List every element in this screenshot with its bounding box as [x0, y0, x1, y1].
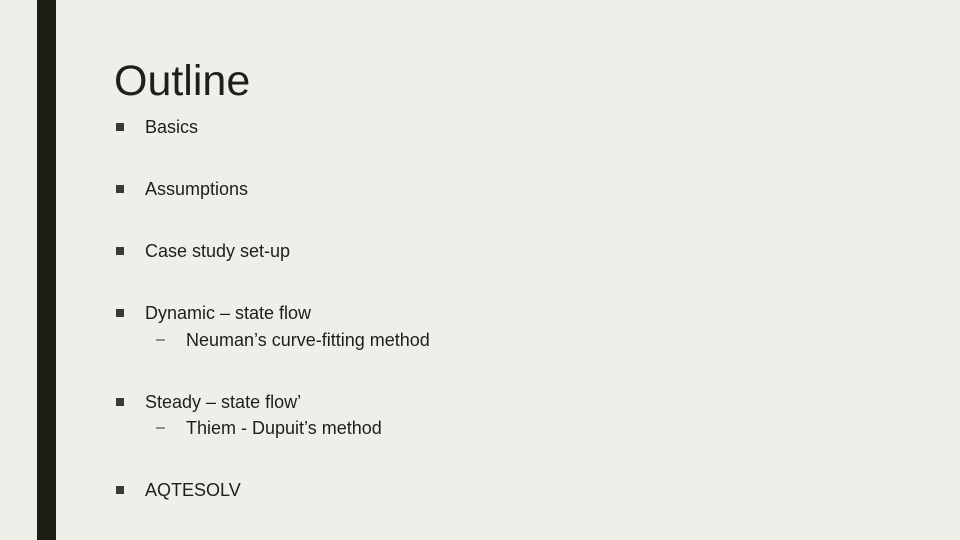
- dash-bullet-icon: –: [156, 331, 165, 348]
- slide-title: Outline: [114, 57, 251, 105]
- bullet-text: Assumptions: [145, 179, 249, 199]
- square-bullet-icon: [116, 185, 124, 193]
- square-bullet-icon: [116, 309, 124, 317]
- dash-bullet-icon: –: [156, 419, 165, 436]
- bullet-text: Basics: [145, 117, 199, 137]
- slide-accent-bar: [37, 0, 56, 540]
- bullet-text: Steady – state flow’: [145, 392, 302, 412]
- bullet-text: Case study set-up: [145, 241, 291, 261]
- bullet-text: Dynamic – state flow: [145, 303, 312, 323]
- square-bullet-icon: [116, 123, 124, 131]
- square-bullet-icon: [116, 398, 124, 406]
- sub-bullet-text: Thiem - Dupuit’s method: [186, 418, 382, 438]
- square-bullet-icon: [116, 247, 124, 255]
- square-bullet-icon: [116, 486, 124, 494]
- bullet-text: AQTESOLV: [145, 480, 241, 500]
- sub-bullet-text: Neuman’s curve-fitting method: [186, 330, 430, 350]
- bullet-list: [114, 0, 914, 540]
